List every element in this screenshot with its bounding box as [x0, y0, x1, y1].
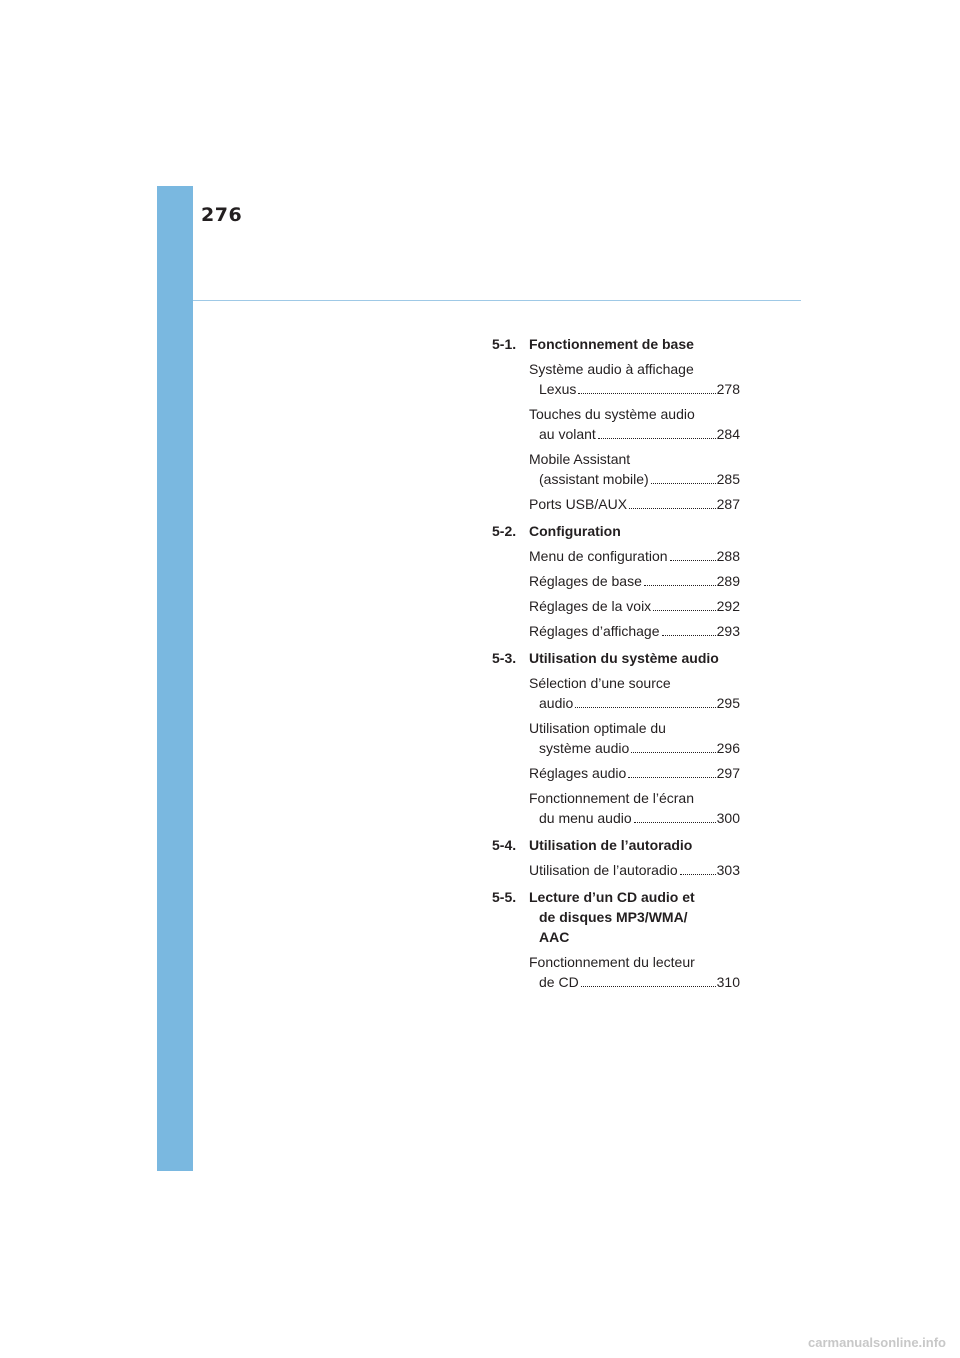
toc-entry[interactable] — [529, 860, 740, 880]
toc-entry[interactable] — [529, 546, 740, 566]
toc-entry-text: Utilisation optimale du — [529, 720, 666, 736]
sidebar-tab — [157, 186, 193, 1171]
toc-entry[interactable] — [529, 621, 740, 641]
toc-entry[interactable] — [529, 494, 740, 514]
toc-entry-line — [529, 404, 740, 424]
toc-entry[interactable] — [529, 763, 740, 783]
section-title-line: de disques MP3/WMA/ — [539, 909, 688, 925]
page-reference[interactable]: 287 — [716, 496, 740, 512]
toc-entry-text: système audio — [539, 740, 630, 756]
toc-entry[interactable] — [529, 788, 740, 828]
toc-entry-line — [529, 972, 740, 992]
dot-leader — [680, 874, 716, 875]
toc-entry-text: Fonctionnement du lecteur — [529, 954, 695, 970]
toc-entry-text: Ports USB/AUX — [529, 496, 628, 512]
page-reference[interactable]: 288 — [716, 548, 740, 564]
toc-section-heading[interactable] — [492, 334, 740, 354]
toc-entry-line — [529, 738, 740, 758]
toc-entry[interactable] — [529, 404, 740, 444]
dot-leader — [628, 777, 715, 778]
toc-entry-text: Utilisation de l’autoradio — [529, 862, 678, 878]
dot-leader — [631, 752, 715, 753]
section-number: 5-4. — [492, 837, 517, 853]
toc-entry-text: Touches du système audio — [529, 406, 695, 422]
toc-entry-line — [529, 359, 740, 379]
toc-entry-text: (assistant mobile) — [539, 471, 649, 487]
toc-entry-text: Sélection d’une source — [529, 675, 671, 691]
dot-leader — [670, 560, 716, 561]
toc-entry-text: au volant — [539, 426, 596, 442]
toc-entry-line — [529, 424, 740, 444]
page-reference[interactable]: 297 — [716, 765, 740, 781]
section-title-line: Utilisation de l’autoradio — [529, 837, 693, 853]
toc-entry-line — [529, 808, 740, 828]
section-title-line: Fonctionnement de base — [529, 336, 694, 352]
toc-entry-line — [529, 952, 740, 972]
toc-section-heading[interactable] — [492, 835, 740, 855]
section-number: 5-1. — [492, 336, 517, 352]
toc-entry-line — [529, 596, 740, 616]
toc-entry-text: Réglages audio — [529, 765, 627, 781]
dot-leader — [581, 986, 716, 987]
page-reference[interactable]: 293 — [716, 623, 740, 639]
toc-entry-line — [529, 469, 740, 489]
toc-entry-line — [529, 379, 740, 399]
toc-entry-line — [529, 449, 740, 469]
section-title — [529, 835, 740, 855]
toc-entry-line — [529, 621, 740, 641]
toc-entry[interactable] — [529, 952, 740, 992]
dot-leader — [653, 610, 715, 611]
toc-entry-text: Mobile Assistant — [529, 451, 631, 467]
toc-entry[interactable] — [529, 596, 740, 616]
toc-entry[interactable] — [529, 359, 740, 399]
section-number: 5-5. — [492, 889, 517, 905]
toc-entry-line — [529, 546, 740, 566]
page-reference[interactable]: 303 — [716, 862, 740, 878]
toc-entry-line — [529, 763, 740, 783]
section-title — [529, 648, 740, 668]
toc-section-heading[interactable] — [492, 887, 740, 947]
toc-entry-text: audio — [539, 695, 574, 711]
toc-entry-text: Fonctionnement de l’écran — [529, 790, 694, 806]
dot-leader — [651, 483, 716, 484]
toc-entry-text: Menu de configuration — [529, 548, 668, 564]
toc-entry[interactable] — [529, 673, 740, 713]
table-of-contents — [492, 334, 740, 992]
page-reference[interactable]: 278 — [716, 381, 740, 397]
toc-entry-text: Réglages de la voix — [529, 598, 652, 614]
dot-leader — [644, 585, 716, 586]
section-number: 5-2. — [492, 523, 517, 539]
toc-entry-line — [529, 494, 740, 514]
toc-entry[interactable] — [529, 571, 740, 591]
section-title-line: AAC — [539, 929, 570, 945]
toc-entry-text: Réglages d’affichage — [529, 623, 660, 639]
toc-entry-text: Système audio à affichage — [529, 361, 694, 377]
section-title-line: Utilisation du système audio — [529, 650, 719, 666]
watermark: carmanualsonline.info — [808, 1335, 946, 1350]
toc-entry-line — [529, 718, 740, 738]
toc-section-heading[interactable] — [492, 648, 740, 668]
section-title-line: Lecture d’un CD audio et — [529, 889, 695, 905]
dot-leader — [662, 635, 716, 636]
toc-entry-line — [529, 571, 740, 591]
dot-leader — [578, 393, 715, 394]
section-title — [529, 334, 740, 354]
dot-leader — [634, 822, 716, 823]
toc-section-heading[interactable] — [492, 521, 740, 541]
toc-entry[interactable] — [529, 449, 740, 489]
toc-entry-text: du menu audio — [539, 810, 632, 826]
toc-entry-text: de CD — [539, 974, 579, 990]
toc-entry-text: Lexus — [539, 381, 577, 397]
section-title — [529, 887, 740, 947]
section-number: 5-3. — [492, 650, 517, 666]
section-title — [529, 521, 740, 541]
dot-leader — [629, 508, 716, 509]
page-reference[interactable]: 295 — [716, 695, 740, 711]
dot-leader — [598, 438, 716, 439]
toc-entry-line — [529, 673, 740, 693]
toc-entry-text: Réglages de base — [529, 573, 642, 589]
page-reference[interactable]: 310 — [716, 974, 740, 990]
section-title-line: Configuration — [529, 523, 621, 539]
page-reference[interactable]: 289 — [716, 573, 740, 589]
dot-leader — [575, 707, 715, 708]
toc-entry-line — [529, 693, 740, 713]
page-reference[interactable]: 296 — [716, 740, 740, 756]
page-reference[interactable]: 300 — [716, 810, 740, 826]
header-divider — [193, 300, 801, 301]
toc-entry-line — [529, 860, 740, 880]
page-reference[interactable]: 285 — [716, 471, 740, 487]
toc-entry-line — [529, 788, 740, 808]
page-number: 276 — [201, 204, 243, 226]
page-reference[interactable]: 284 — [716, 426, 740, 442]
page-reference[interactable]: 292 — [716, 598, 740, 614]
toc-entry[interactable] — [529, 718, 740, 758]
